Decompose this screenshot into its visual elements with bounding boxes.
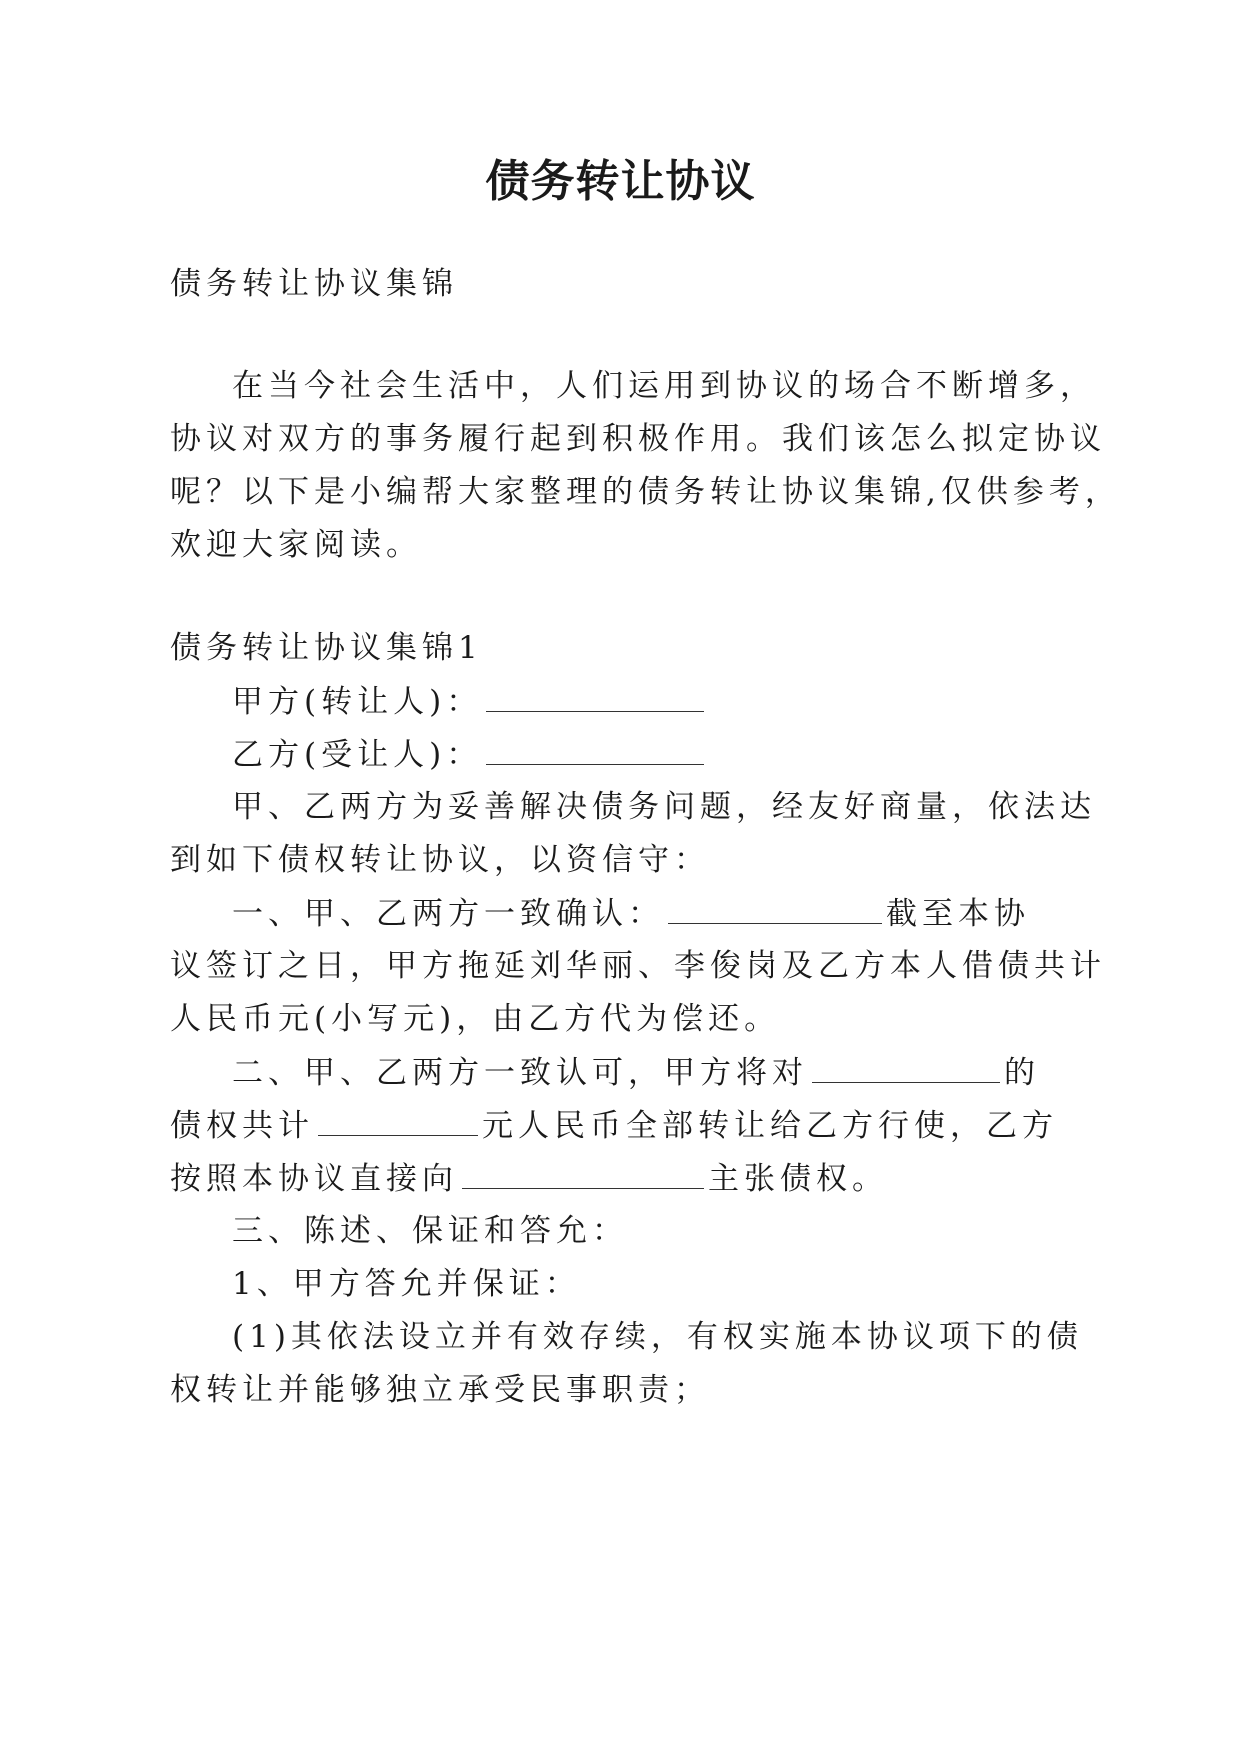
party-a-label: 甲方(转让人)： bbox=[232, 684, 483, 720]
clause1-suffix: 截至本协 bbox=[886, 896, 1030, 932]
intro-line-1: 在当今社会生活中，人们运用到协议的场合不断增多， bbox=[232, 368, 1096, 404]
clause2-blank-3 bbox=[462, 1158, 704, 1189]
clause2-line-2 bbox=[170, 1105, 1058, 1146]
para1-line-1: 甲、乙两方为妥善解决债务问题，经友好商量，依法达 bbox=[232, 789, 1096, 825]
intro-line-2: 协议对双方的事务履行起到积极作用。我们该怎么拟定协议 bbox=[170, 421, 1106, 457]
party-b-line bbox=[232, 734, 708, 775]
clause2-line3-prefix: 按照本协议直接向 bbox=[170, 1161, 458, 1197]
intro-line-3: 呢？以下是小编帮大家整理的债务转让协议集锦,仅供参考， bbox=[170, 474, 1121, 510]
clause3-heading: 三、陈述、保证和答允： bbox=[232, 1213, 628, 1249]
clause3-1-a-line-2: 权转让并能够独立承受民事职责； bbox=[170, 1372, 710, 1408]
clause2-line1-prefix: 二、甲、乙两方一致认可，甲方将对 bbox=[232, 1055, 808, 1091]
intro-line-4: 欢迎大家阅读。 bbox=[170, 527, 422, 563]
document-title: 债务转让协议 bbox=[485, 156, 756, 207]
clause1-blank bbox=[668, 893, 882, 924]
party-b-blank bbox=[486, 734, 704, 765]
clause2-blank-2 bbox=[318, 1105, 478, 1136]
clause2-blank-1 bbox=[812, 1052, 1000, 1083]
clause1-prefix: 一、甲、乙两方一致确认： bbox=[232, 896, 664, 932]
clause2-line-1 bbox=[232, 1052, 1040, 1093]
party-b-label: 乙方(受让人)： bbox=[232, 737, 483, 773]
clause2-line-3 bbox=[170, 1158, 888, 1199]
clause3-1-heading: 1、甲方答允并保证： bbox=[232, 1266, 581, 1302]
clause1-line-2: 议签订之日，甲方拖延刘华丽、李俊岗及乙方本人借债共计 bbox=[170, 948, 1106, 984]
clause1-line-3: 人民币元(小写元)，由乙方代为偿还。 bbox=[170, 1001, 781, 1037]
party-a-line bbox=[232, 681, 708, 722]
subtitle: 债务转让协议集锦 bbox=[170, 266, 458, 302]
clause2-line1-suffix: 的 bbox=[1004, 1055, 1040, 1091]
party-a-blank bbox=[486, 681, 704, 712]
clause2-line2-prefix: 债权共计 bbox=[170, 1108, 314, 1144]
clause3-1-a-line-1: (1)其依法设立并有效存续，有权实施本协议项下的债 bbox=[232, 1319, 1083, 1355]
clause2-line2-suffix: 元人民币全部转让给乙方行使，乙方 bbox=[482, 1108, 1058, 1144]
clause2-line3-suffix: 主张债权。 bbox=[708, 1161, 888, 1197]
section-heading: 债务转让协议集锦1 bbox=[170, 630, 483, 666]
clause1-line-1 bbox=[232, 893, 1030, 934]
para1-line-2: 到如下债权转让协议，以资信守： bbox=[170, 842, 710, 878]
